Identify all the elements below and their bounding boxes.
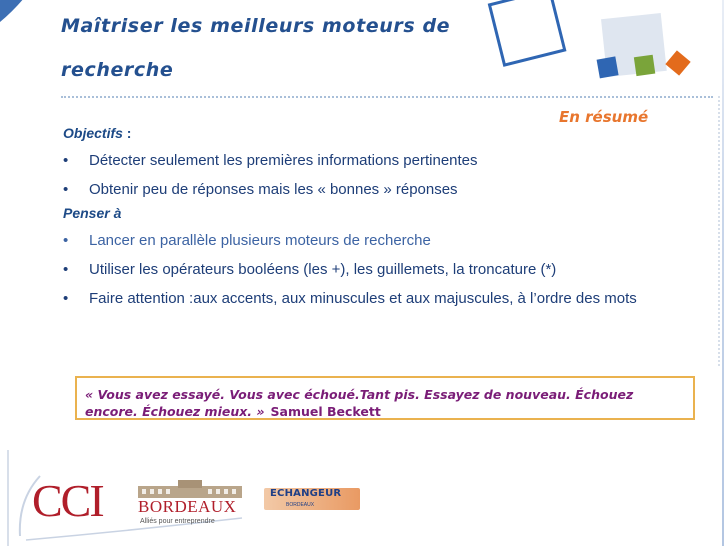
- list-item: [63, 179, 713, 200]
- echangeur-sub: BORDEAUX: [286, 502, 315, 508]
- slide-title: Maîtriser les meilleurs moteurs de recherche: [61, 15, 451, 81]
- list-item-text: Lancer en parallèle plusieurs moteurs de recherche: [89, 232, 431, 249]
- summary-label: En résumé: [559, 108, 649, 126]
- cci-tagline: Alliés pour entreprendre: [140, 518, 215, 525]
- bullet-icon: •: [63, 181, 69, 198]
- list-item: [63, 150, 713, 171]
- right-dotted-rule: [718, 96, 720, 366]
- objectifs-list: [63, 150, 713, 200]
- green-square: [634, 55, 655, 76]
- quote-box: [75, 376, 695, 420]
- quote-text: « Vous avez essayé. Vous avec échoué.Tant pis. Essayez de nouveau. Échouez encore. Échouez mieux. »: [85, 387, 634, 419]
- echangeur-logo: [256, 484, 364, 516]
- objectifs-heading-text: Objectifs: [63, 125, 123, 141]
- bullet-icon: •: [63, 261, 69, 278]
- quote-author: Samuel Beckett: [270, 404, 381, 419]
- cci-letters: CCI: [32, 475, 103, 526]
- title-divider: [61, 96, 713, 98]
- decorative-squares: [480, 0, 720, 90]
- bullet-icon: •: [63, 232, 69, 249]
- list-item-text: Utiliser les opérateurs booléens (les +), les guillemets, la troncature (*): [89, 261, 557, 278]
- bullet-icon: •: [63, 152, 69, 169]
- list-item-text: Détecter seulement les premières informations pertinentes: [89, 152, 478, 169]
- list-item: [63, 288, 713, 309]
- list-item-text: Faire attention :aux accents, aux minuscules et aux majuscules, à l’ordre des mots: [89, 290, 637, 307]
- list-item: [63, 230, 713, 251]
- penser-list: [63, 230, 713, 309]
- echangeur-name: ECHANGEUR: [270, 488, 342, 499]
- cci-city: BORDEAUX: [138, 497, 237, 516]
- cci-bordeaux-logo: [16, 470, 246, 540]
- penser-heading: Penser à: [63, 205, 122, 221]
- list-item: [63, 259, 713, 280]
- objectifs-heading: [63, 124, 713, 142]
- bullet-icon: •: [63, 290, 69, 307]
- objectifs-heading-colon: :: [122, 125, 132, 141]
- list-item-text: Obtenir peu de réponses mais les « bonnes » réponses: [89, 181, 458, 198]
- slide-content: [63, 124, 713, 309]
- blue-square: [597, 56, 619, 78]
- right-edge-decoration: [722, 0, 724, 546]
- bottom-left-rule: [7, 450, 9, 546]
- orange-square: [665, 50, 690, 75]
